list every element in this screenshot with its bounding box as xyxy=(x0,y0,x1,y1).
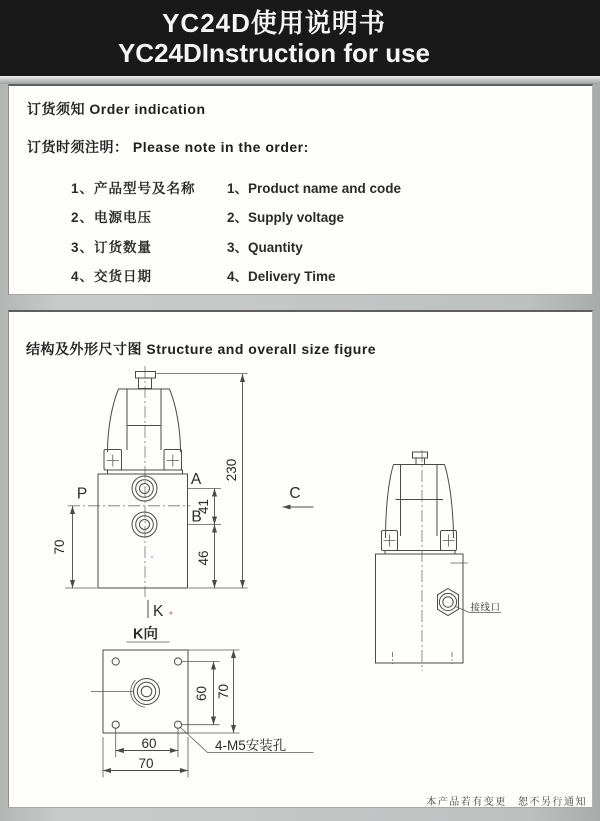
order-item-en: 3、Quantity xyxy=(227,240,303,255)
order-item-zh: 4、交货日期 xyxy=(71,269,153,284)
order-item-en: 1、Product name and code xyxy=(227,181,402,196)
dim-41: 41 xyxy=(196,498,211,515)
front-view-drawing xyxy=(52,366,314,620)
center-boss-circles xyxy=(129,674,163,708)
label-b: B xyxy=(191,508,202,526)
dim-230: 230 xyxy=(224,458,239,482)
wiring-port-hex xyxy=(438,589,459,616)
side-cap-stem xyxy=(416,458,425,465)
bottom-view-drawing xyxy=(91,625,314,778)
valve-body-side xyxy=(376,554,464,663)
side-cap-flange xyxy=(413,452,428,458)
order-item-zh: 1、产品型号及名称 xyxy=(71,181,196,196)
label-k: K xyxy=(153,603,164,620)
wiring-port-label: 接线口 xyxy=(470,602,501,614)
mount-hole xyxy=(174,721,181,728)
order-item-en: 2、Supply voltage xyxy=(227,210,345,225)
dim-60-vertical: 60 xyxy=(194,685,209,702)
valve-body-front xyxy=(98,474,188,588)
scan-speck xyxy=(169,611,172,614)
dim-70-horizontal: 70 xyxy=(138,756,154,771)
structure-section-title: 结构及外形尺寸图 Structure and overall size figure xyxy=(26,341,377,357)
screw-cross-marks xyxy=(107,455,180,467)
order-item-en: 4、Delivery Time xyxy=(227,269,336,284)
label-c: C xyxy=(289,485,301,502)
port-b-circles xyxy=(132,512,157,537)
mount-hole xyxy=(112,658,119,665)
k-view-title: K向 xyxy=(133,626,158,643)
order-item-zh: 2、电源电压 xyxy=(71,210,153,225)
port-a-circles xyxy=(132,476,157,501)
mount-hole xyxy=(112,721,119,728)
side-yoke-inner-lines xyxy=(396,465,444,537)
label-a: A xyxy=(190,471,202,488)
scan-speck xyxy=(151,556,154,559)
change-notice-footnote: 本产品若有变更 恕不另行通知 xyxy=(426,797,587,808)
title-chinese: YC24D使用说明书 xyxy=(162,8,386,38)
label-p: P xyxy=(76,485,88,503)
dim-46: 46 xyxy=(196,550,211,566)
dim-70-vertical: 70 xyxy=(216,683,231,700)
side-body-shoulder xyxy=(385,551,455,555)
side-screw-cross-marks xyxy=(384,535,455,547)
dim-70-left: 70 xyxy=(52,539,67,555)
order-item-zh: 3、订货数量 xyxy=(71,240,153,255)
mount-holes-label: 4-M5安装孔 xyxy=(215,738,287,753)
top-cap-flange xyxy=(136,372,156,379)
mount-hole xyxy=(174,658,181,665)
dim-60-horizontal: 60 xyxy=(141,736,157,751)
yoke-inner-lines xyxy=(127,389,161,450)
side-view-drawing xyxy=(376,450,502,671)
order-note: 订货时须注明： Please note in the order: xyxy=(27,139,309,155)
order-section-title: 订货须知 Order indication xyxy=(27,101,206,117)
title-english: YC24DInstruction for use xyxy=(117,38,431,68)
